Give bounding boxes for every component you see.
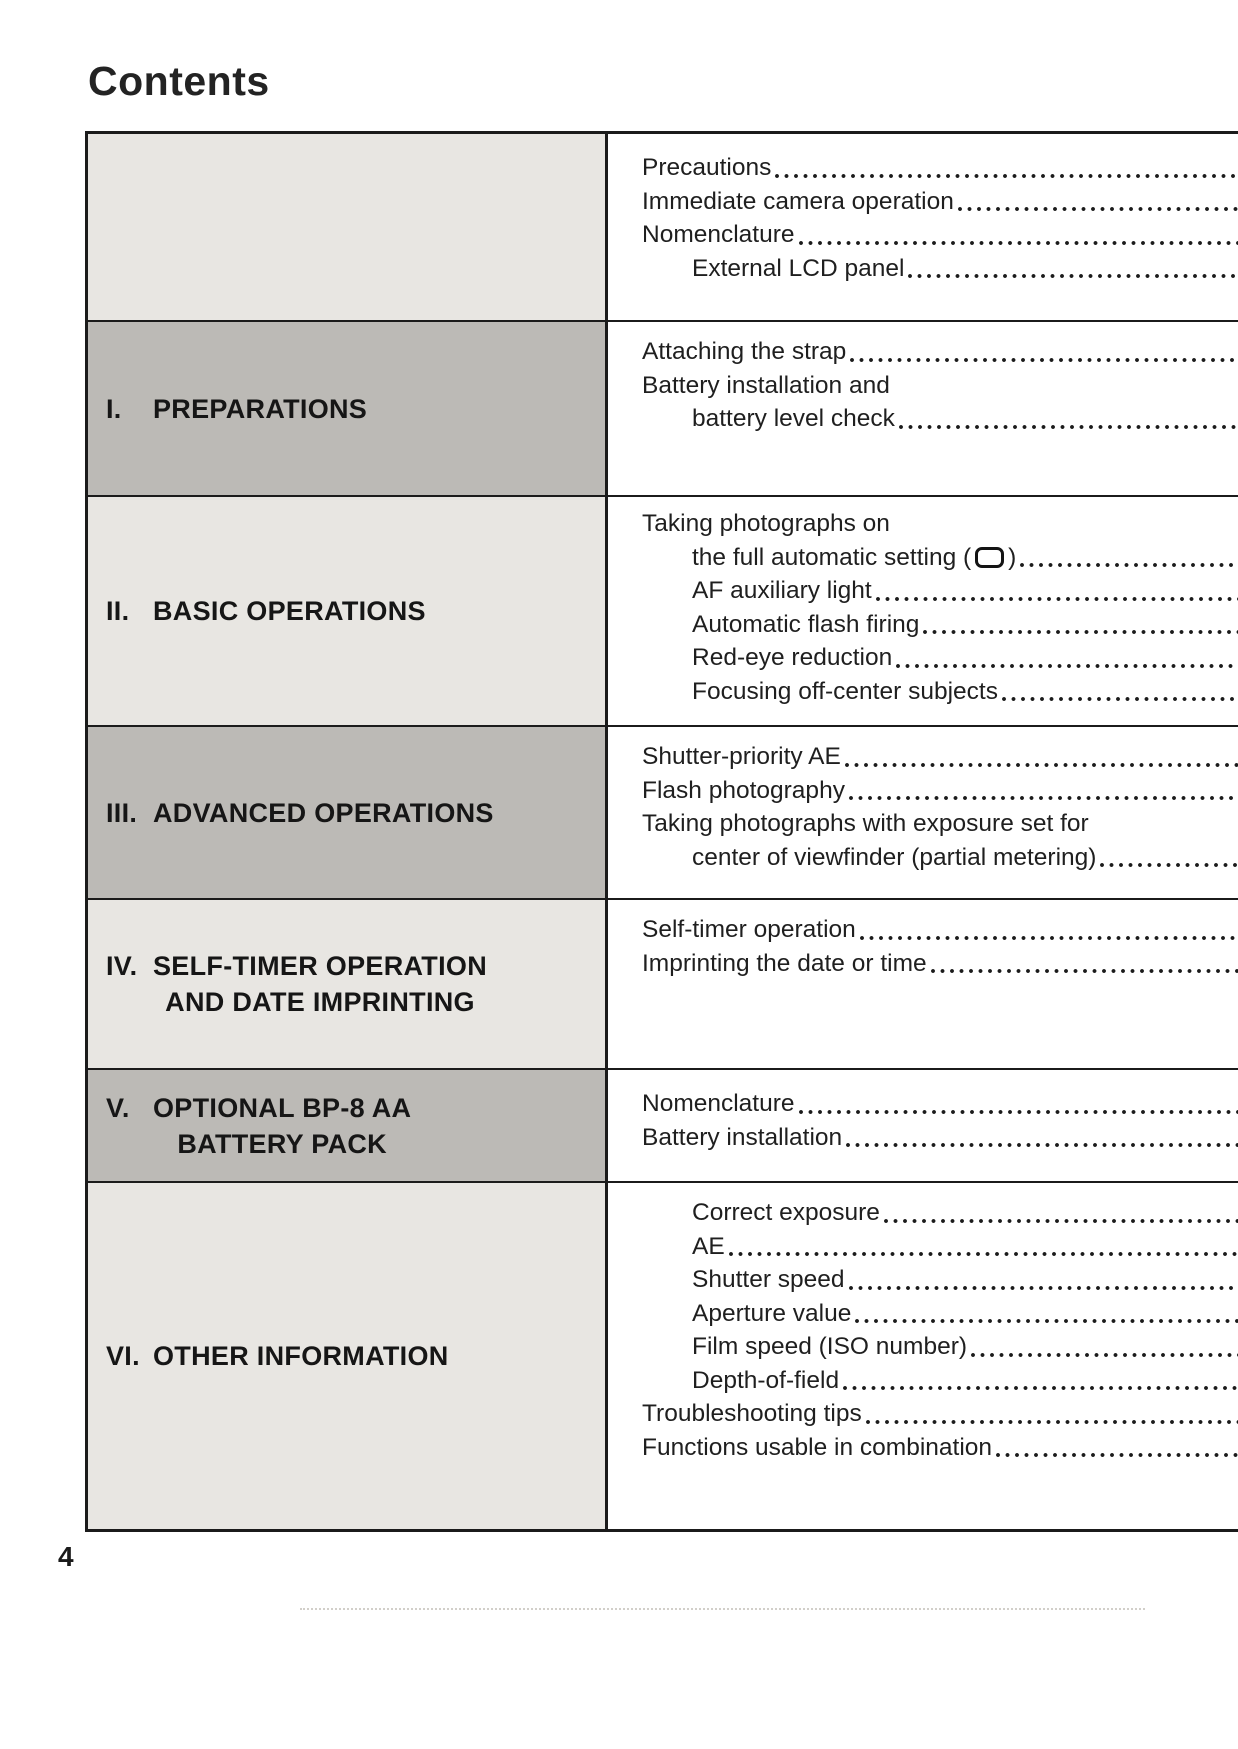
toc-entry (642, 1431, 1238, 1465)
toc-entry (642, 1230, 1238, 1264)
dotted-leader (876, 597, 1238, 601)
dotted-leader (799, 241, 1238, 245)
toc-entry-text: Depth-of-field (692, 1366, 840, 1394)
section-label-cell (88, 134, 608, 320)
toc-entry-text: Shutter-priority AE (642, 743, 841, 770)
section-label-line: BATTERY PACK (177, 1128, 387, 1159)
section-label-lines (153, 1338, 449, 1374)
section-label (106, 1338, 449, 1374)
toc-entry (642, 675, 1238, 709)
toc-entry-text: Imprinting the date or time (642, 949, 927, 977)
toc-entry-text: AE (692, 1232, 725, 1260)
toc-entry-text: Aperture value (692, 1299, 852, 1327)
dotted-leader (899, 425, 1238, 429)
dotted-leader (860, 936, 1238, 940)
section-label-lines (153, 1090, 411, 1162)
toc-entry (642, 1196, 1238, 1230)
toc-entry-text: Automatic flash firing (692, 610, 920, 638)
toc-entry (642, 185, 1238, 219)
dotted-leader (958, 207, 1238, 211)
toc-section-row (88, 898, 1238, 1068)
dotted-leader (896, 664, 1238, 668)
section-entries-cell (608, 322, 1238, 495)
toc-entry-text: Taking photographs on (642, 510, 890, 537)
dotted-leader (775, 174, 1238, 178)
section-label (106, 391, 367, 427)
section-numeral: II. (106, 596, 130, 626)
dotted-leader (849, 1286, 1238, 1290)
section-label-line: PREPARATIONS (153, 393, 368, 424)
section-label (106, 1090, 411, 1162)
dotted-leader (1002, 697, 1238, 701)
dotted-leader (996, 1453, 1238, 1457)
toc-entry-text: Film speed (ISO number) (692, 1333, 968, 1360)
section-label-lines (153, 593, 426, 629)
toc-entry-text: Flash photography (642, 776, 845, 804)
section-label-line: BASIC OPERATIONS (153, 596, 426, 626)
page-title: Contents (88, 58, 270, 104)
section-numeral: III. (106, 797, 138, 828)
section-numeral: VI. (106, 1341, 140, 1371)
toc-entry-text: Nomenclature (642, 1090, 795, 1117)
toc-entry (642, 335, 1238, 369)
section-numeral: IV. (106, 951, 138, 981)
toc-entry-text: Taking photographs with exposure set for (642, 810, 1089, 837)
toc-entry (642, 947, 1238, 981)
toc-entry (642, 1121, 1238, 1155)
toc-entry-text: the full automatic setting ( (692, 543, 972, 571)
section-entries-cell (608, 497, 1238, 725)
section-entries-cell (608, 134, 1238, 320)
section-numeral: I. (106, 393, 122, 424)
section-label-lines (153, 948, 487, 1020)
section-entries-cell (608, 727, 1238, 898)
dotted-leader (1020, 563, 1238, 567)
toc-entry (642, 151, 1238, 185)
toc-section-row (88, 1181, 1238, 1529)
dotted-leader (1100, 863, 1238, 867)
toc-entry-text: External LCD panel (692, 254, 905, 282)
dotted-leader (971, 1353, 1238, 1357)
section-label-cell (88, 900, 608, 1068)
section-label-cell (88, 497, 608, 725)
section-label-cell (88, 727, 608, 898)
section-label-lines (153, 795, 494, 831)
toc-entry (642, 740, 1238, 774)
toc-entry (642, 1397, 1238, 1431)
dotted-leader (799, 1110, 1238, 1114)
toc-section-row (88, 134, 1238, 320)
dotted-leader (845, 763, 1238, 767)
dotted-leader (849, 796, 1238, 800)
section-label-line: OTHER INFORMATION (153, 1341, 449, 1371)
section-label-line: SELF-TIMER OPERATION (153, 951, 487, 981)
toc-entry (642, 774, 1238, 808)
toc-entry-text: center of viewfinder (partial metering) (692, 843, 1097, 871)
dotted-leader (846, 1143, 1238, 1147)
toc-entry-text: Functions usable in combination (642, 1433, 993, 1461)
dotted-leader (931, 969, 1238, 973)
toc-entry (642, 541, 1238, 575)
toc-entry (642, 641, 1238, 675)
toc-entry-text: Self-timer operation (642, 916, 856, 943)
dotted-leader (850, 358, 1238, 362)
toc-entry (642, 1330, 1238, 1364)
dotted-leader (729, 1252, 1238, 1256)
toc-entry (642, 608, 1238, 642)
section-entries-cell (608, 900, 1238, 1068)
dotted-leader (843, 1386, 1238, 1390)
toc-entry-text: Battery installation and (642, 371, 890, 399)
section-label-line: ADVANCED OPERATIONS (153, 797, 494, 828)
toc-entry-text: Red-eye reduction (692, 644, 893, 671)
toc-entry-text: battery level check (692, 405, 895, 432)
toc-entry (642, 1297, 1238, 1331)
dotted-leader (884, 1219, 1238, 1223)
toc-entry-text: Focusing off-center subjects (692, 677, 998, 705)
section-label (106, 593, 426, 629)
section-label (106, 948, 487, 1020)
dotted-leader (923, 630, 1238, 634)
section-numeral: V. (106, 1092, 130, 1123)
toc-entry-text: Shutter speed (692, 1266, 845, 1293)
section-label-cell (88, 1183, 608, 1529)
toc-entry (642, 574, 1238, 608)
toc-entry (642, 1263, 1238, 1297)
toc-entry (642, 1087, 1238, 1121)
toc-entry (642, 402, 1238, 436)
toc-section-row (88, 320, 1238, 495)
toc-table (85, 131, 1238, 1532)
toc-entry-text: Battery installation (642, 1123, 843, 1151)
section-label (106, 795, 494, 831)
toc-entry (642, 252, 1238, 286)
section-label-line: OPTIONAL BP-8 AA (153, 1092, 412, 1123)
toc-entry-text: Precautions (642, 154, 772, 181)
dotted-leader (908, 274, 1238, 278)
section-label-line: AND DATE IMPRINTING (165, 987, 475, 1017)
toc-entry (642, 841, 1238, 875)
toc-entry (642, 807, 1238, 841)
toc-section-row (88, 495, 1238, 725)
toc-entry (642, 913, 1238, 947)
section-label-cell (88, 1070, 608, 1181)
full-auto-rectangle-icon (975, 547, 1004, 568)
toc-entry-text: Nomenclature (642, 221, 795, 248)
toc-entry-text: ) (1008, 543, 1017, 571)
dotted-leader (866, 1420, 1238, 1424)
section-entries-cell (608, 1183, 1238, 1529)
toc-entry (642, 369, 1238, 403)
toc-entry (642, 507, 1238, 541)
toc-entry-text: Troubleshooting tips (642, 1400, 862, 1427)
toc-entry-text: Correct exposure (692, 1199, 880, 1226)
toc-entry-text: Attaching the strap (642, 338, 847, 365)
toc-entry (642, 218, 1238, 252)
toc-section-row (88, 725, 1238, 898)
dotted-leader (855, 1319, 1238, 1323)
section-label-lines (153, 391, 367, 427)
section-entries-cell (608, 1070, 1238, 1181)
page-number: 4 (58, 1541, 74, 1572)
toc-entry-text: Immediate camera operation (642, 187, 954, 215)
toc-section-row (88, 1068, 1238, 1181)
section-label-cell (88, 322, 608, 495)
toc-entry (642, 1364, 1238, 1398)
toc-entry-text: AF auxiliary light (692, 577, 872, 604)
scan-artifact-line (300, 1608, 1145, 1610)
